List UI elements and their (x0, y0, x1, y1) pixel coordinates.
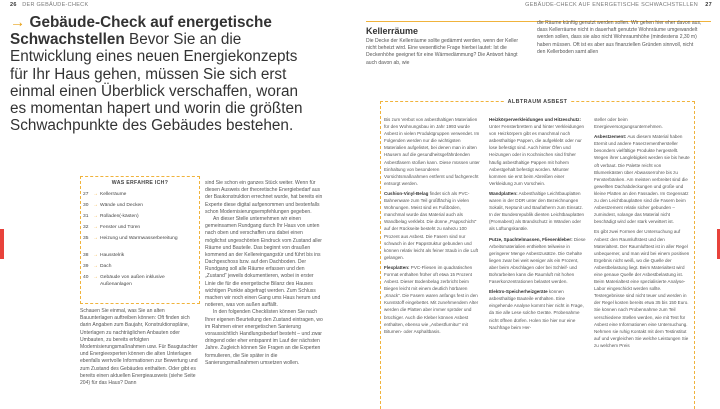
left-edge-marker (0, 229, 4, 259)
header-left (10, 2, 88, 8)
asbest-paragraph (594, 133, 690, 225)
toc-page-number: 30 (83, 203, 89, 208)
asbest-paragraph (489, 116, 587, 187)
asbest-paragraph-lead: Cushion-Vinyl-Belag (384, 190, 429, 196)
toc-item (83, 214, 139, 221)
toc-box (80, 176, 200, 304)
toc-page-number: 39 (83, 264, 89, 269)
asbest-paragraph-text: PVC-Fliesen im quadratischen Format enthalten früher oft etwa 15 Prozent Asbest. Dieser Bodenbelag zerbricht beim Biegen leicht mit einem deutlich hörbaren „Knack“. Die Fasern waren anfangs fest in den Kunststoff eingebettet. Mit zunehmendem Alter werden die Platten aber immer spröder und brüchiger. Auch die Kleber können Asbest enthalten, ebenso wie „Asbestfurnitur“ mit Bitumen- oder Asphaltbasis. (384, 264, 479, 334)
left-column (80, 308, 198, 387)
toc-arrow-icon: → (93, 264, 98, 269)
toc-page-number: 32 (83, 225, 89, 230)
toc-label: Fenster und Türen (100, 225, 141, 230)
toc-label: Dach (100, 264, 112, 269)
toc-label: Hausstelrik (100, 253, 125, 258)
middle-column (205, 180, 323, 367)
asbest-paragraph-lead: Flexplatten: (384, 264, 410, 270)
asbest-paragraph-lead: Wandplatten: (489, 190, 518, 196)
keller-col-1 (366, 38, 529, 67)
toc-item (83, 192, 126, 199)
asbest-col-1 (384, 116, 482, 335)
asbest-paragraph-text: Diese Arbeitsmaterialien enthielten teilweise in geringerer Menge Asbestzusätze. Die Gehalte liegen zwar bei weit weniger als ein Prozent, aber beim Abschlagen oder bei Schleif- und Bohrarbeiten kann die Raumluft mit hohen Faserkonzentrationen belastet werden. (489, 236, 586, 285)
asbest-paragraph-lead: Heizkörperverkleidungen und Hitzeschutz: (489, 117, 581, 122)
toc-label: Rolladen(-kästen) (100, 214, 139, 219)
toc-arrow-icon: → (93, 253, 98, 258)
asbest-paragraph (384, 116, 482, 187)
toc-item (83, 253, 124, 260)
asbest-paragraph (489, 288, 587, 331)
toc-page-number: 38 (83, 253, 89, 258)
toc-page-number: 40 (83, 275, 89, 280)
header-right (525, 2, 712, 8)
toc-label: Gebäude von außen inklusive Außenanlagen (100, 275, 165, 287)
asbest-col-3 (594, 116, 690, 349)
asbest-paragraph (594, 228, 690, 349)
asbest-paragraph (384, 264, 482, 335)
mid-para-1: sind Sie schon ein ganzes Stück weiter. Wenn für diesen Ausweis der theoretische Energiebedarf aus der Baukonstruktion errechnet wurde, hat bereits ein Experte diese digital aufgenommen und bestenfalls schon Modernisierungsempfehlungen gegeben. (205, 180, 323, 215)
toc-label: Heizung und Warmwasserbereitung (100, 236, 178, 241)
asbest-paragraph (489, 190, 587, 233)
keller-text-1: Die Decke der Kellerräume sollte gedämmt werden, wenn der Keller nicht beheizt wird. Eine wesentliche Frage hierbei lautet: Ist die Deckenhöhe geeignet für eine Wärmedämmung? Die Antwort hängt auch davon ab, wie (366, 38, 519, 66)
toc-arrow-icon: → (93, 275, 98, 280)
headline-title: Gebäude-Check auf energetische Schwachstellen (10, 14, 272, 49)
toc-item (83, 203, 143, 210)
toc-item (83, 275, 192, 288)
asbest-paragraph-text: Asbesthaltige Leichtbauplatten waren in der DDR unter den Bezeichnungen Sokalit, Neptunit und Baufatherm zum Einsatz. In der Bundesrepublik dienten Leichtbauplatten (Promabest) als Brandschutz in Wänden oder als Lüftungskanäle. (489, 190, 585, 232)
mid-para-3: In den folgenden Checklisten können Sie nach Ihrer eigenen Beurteilung den Zustand eintragen, wo im Rahmen einer energetischen Sanierung voraussichtlich Handlungsbedarf besteht – und zwar dringend oder eher entspannt im Lauf der nächsten Jahre. Zugleich können Sie Fragen an die Experten formulieren, die Sie später in die Sanierungsmaßnahmen umsetzen wollen. (205, 309, 323, 366)
asbest-paragraph-text: Es gibt zwei Formen der Untersuchung auf Asbest: den Raumluftstest und den Materialtest. Der Raumlufttest ist in aller Regel unbequemer, und man wird bei einem positiven Ergebnis nicht weiß, wo die Quelle der Asbestbelastung liegt. Beim Materialtest wird eine genaue Quelle der Asbestbelastung ist. Beim Materialtest eine spezialisierte Analyse-Labor eingeschickt werden sollte. Testergebnisse sind nicht teuer und werden in der Regel kosten bereits etwa 35 bis 150 Euro. Sie können nach Probennahme zum Teil verschiedene Stellen werden, wie mit Test für Asbest eine Informationen eine Untersuchung. Nehmen sie ruhig Kontakt mit dem Testinstitut auf und vergleichen Sie welche Leistungen Sie zu welchem Preis (594, 229, 690, 348)
toc-title: WAS ERFAHRE ICH? (111, 180, 169, 186)
asbest-paragraph-text: Unter Fensterbrettern und hinter Verkleidungen von Heizkörpern gibt es manchmal noch asbesthaltige Pappen, die aufgeklebt oder nur lose befestigt sind. Auch hinter Öfen und Heizungen oder in Kochnischen sind früher häufig asbesthaltige Pappen mit hohem Asbestgehalt befestigt worden. Mitunter kommen sie erst beim Abreißen einer Verkleidung zum Vorschein. (489, 124, 585, 186)
headline-arrow-icon: → (10, 14, 26, 31)
page-number-right: 27 (705, 2, 712, 8)
toc-label: Kellerräume (100, 192, 127, 197)
asbest-paragraph-text: Bis zum Verbot von asbesthaltigen Materialien für den Wohnungsbau im Jahr 1993 wurde Asbest in vielen Produktgruppen verwendet. Im Folgenden werden nur die wichtigsten Materialien aufgelistet, bei denen man in alten Häusern auf die gesundheitsgefährdenden Asbestfasern stoßen kann. Diese müssen unter Einhaltung von besonderen Vorsichtsmaßnahmen entfernt und fachgerecht entsorgt werden. (384, 117, 480, 186)
left-column-text: Schauen Sie einmal, was Sie an alten Bauunterlagen auftreiben können: Oft finden sich darin Angaben zum Baujahr, Konstruktionspläne, Unterlagen zu nachträglichen Anbauten oder Umbauten, zu bereits erfolgten Modernisierungsmaßnahmen usw. Für Baugutachter und Energieexperten können die alten Unterlagen ebenfalls wertvolle Informationen zur Bewertung und zum Zustand des Gebäudes enthalten. Oder gibt es bereits einen aktuellen Energieausweis (siehe Seite 204) für das Haus? Dann (80, 308, 198, 386)
keller-heading: Kellerräume (366, 26, 419, 36)
asbest-paragraph-lead: Elektro-Speicherheizgeräte (489, 289, 548, 295)
asbest-paragraph-text: Aus diesem Material haben Eternit und andere Faserzementhersteller besonders vielfältige Produkte hergestellt. Wegen ihrer Langlebigkeit werden sie bis heute oft verbaut. Die Palette reicht von Blumenkästen über Abwasserrohre bis zu Fensterbänken. Am meisten verbreitet sind die gewellten Dachabdeckungen und große und kleine Platten an den Fassaden. Im Gegensatz zu den Leichtbauplatten sind die Fasern beim Asbestzement relativ sicher gebunden – zumindest, solange das Material nicht beschädigt wird oder stark verwittert ist. (594, 134, 690, 225)
asbest-paragraph-text: findet sich als PVC-Bahnenware zum Teil großflächig in vielen Wohnungen. Meist sind es Fußböden, manchmal wurde das Material auch als Wandbelag verklebt. Die dünne „Pappschicht“ auf der Rückseite besteht zu nahezu 100 Prozent aus Asbest. Die Fasern sind nur schwach in der Pappstruktur gebunden und können relativ leicht als feiner Staub in die Luft gelangen. (384, 190, 479, 260)
toc-label: Wände und Decken (100, 203, 143, 208)
header-left-label: DER GEBÄUDE-CHECK (22, 2, 89, 8)
toc-arrow-icon: → (93, 236, 98, 241)
toc-item (83, 225, 140, 232)
header-right-label: GEBÄUDE-CHECK AUF ENERGETISCHE SCHWACHSTELLEN (525, 2, 698, 8)
toc-arrow-icon: → (93, 225, 98, 230)
toc-page-number: 27 (83, 192, 89, 197)
toc-item (83, 264, 111, 271)
asbest-paragraph (489, 236, 587, 286)
asbest-paragraph (594, 116, 690, 130)
asbest-paragraph-lead: Asbestzement: (594, 134, 627, 140)
toc-arrow-icon: → (93, 203, 98, 208)
headline-text: Bevor Sie an die Entwicklung eines neuen Energiekonzepts für Ihr Haus gehen, müssen Sie sich erst einmal einen Überblick verschaffen, woran es momentan hapert und worin die größten Schwachpunkte des Gebäudes bestehen. (10, 31, 303, 135)
mid-para-2: An dieser Stelle unternehmen wir einen gemeinsamen Rundgang durch Ihr Haus von unten nach oben und verschaffen uns dabei einen möglichst ungeschönten Eindruck vom Zustand aller Räume und Bauteile. Das beginnt von draußen kommend an der Kellereingangstür und führt bis ins Dachgeschoss bzw. auf den Dachboden. Der Rundgang soll alle Räume erfassen und den „Zustand“ jeweils dokumentieren, wobei in erster Linie die für die energetische Bilanz des Hauses wichtigen Punkte abgefragt werden. Zum Schluss machen wir noch einen Gang ums Haus herum und notieren, was von außen auffällt. (205, 215, 322, 309)
toc-page-number: 35 (83, 236, 89, 241)
asbest-title: ALBTRAUM ASBEST (504, 99, 572, 105)
asbest-paragraph (384, 190, 482, 261)
toc-page-number: 31 (83, 214, 89, 219)
toc-item (83, 236, 192, 243)
asbest-paragraph-text: steller oder beim Energieversorgungsunternehmen. (594, 117, 663, 130)
keller-text-2: die Räume künftig genutzt werden sollen. Wir gehen hier eher davon aus, dass Kellerräume nicht in dauerhaft genutzte Wohnräume umgewandelt werden sollen, dass sie also nicht Wohnraumhöhe (mindestens 2,30 m) haben müssen. Oft ist es aber aus finanziellen Gründen sinnvoll, nicht den Kellerboden samt allen (537, 20, 702, 55)
toc-arrow-icon: → (93, 214, 98, 219)
page-number-left: 26 (10, 2, 17, 8)
intro-headline (10, 14, 310, 134)
asbest-paragraph-text: können asbesthaltige Bauteile enthalten. Eine eingehende Analyse kommt hier nicht in Frage, da Sie alle Lese solche Geräte. Probenahme nicht öffnen dürfen. Holen Sie hier nur eine Nachfrage beim Her- (489, 289, 584, 330)
asbest-paragraph-lead: Putze, Spachtelmassen, Fliesenkleber: (489, 236, 573, 242)
toc-arrow-icon: → (93, 192, 98, 197)
keller-col-2 (537, 20, 703, 56)
asbest-col-2 (489, 116, 587, 331)
